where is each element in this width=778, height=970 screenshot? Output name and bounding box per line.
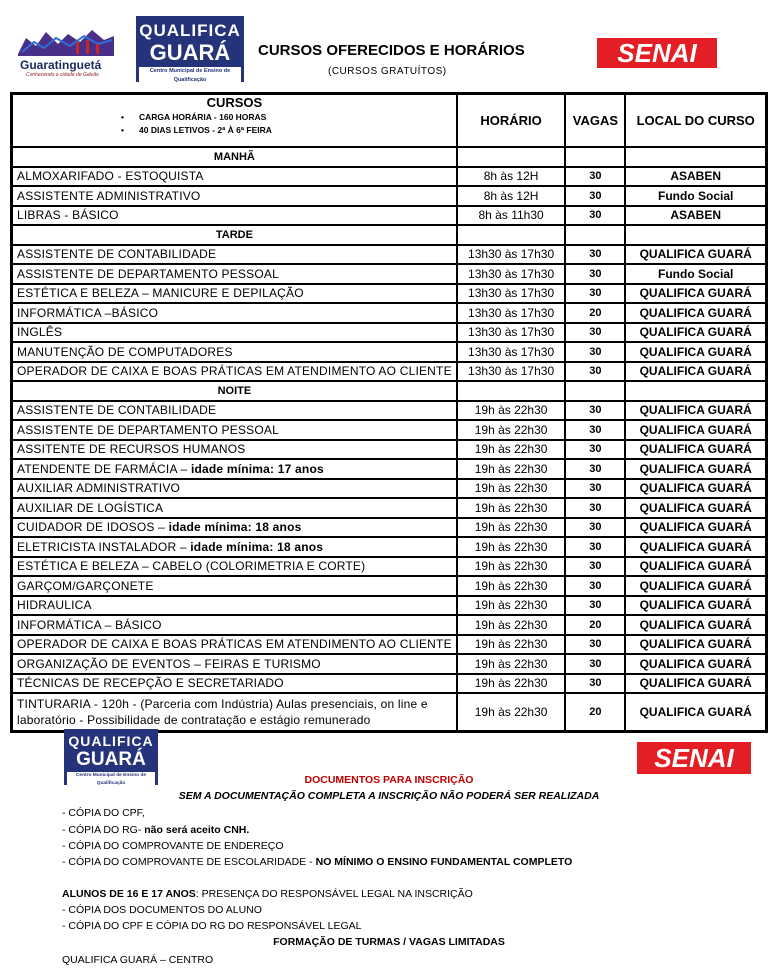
course-vagas: 20 <box>565 303 625 323</box>
section-empty <box>625 225 766 245</box>
table-row <box>12 576 766 596</box>
documents-warning: SEM A DOCUMENTAÇÃO COMPLETA A INSCRIÇÃO NÃO PODERÁ SER REALIZADA <box>178 790 600 802</box>
table-row <box>12 615 766 635</box>
course-name: ASSISTENTE DE CONTABILIDADE <box>12 245 457 265</box>
course-vagas: 30 <box>565 284 625 304</box>
course-local: QUALIFICA GUARÁ <box>625 557 766 577</box>
senai-logo-bottom: SENAI <box>637 742 751 774</box>
section-label-noite: NOITE <box>12 381 457 401</box>
course-local: QUALIFICA GUARÁ <box>625 362 766 382</box>
course-name: INGLÊS <box>12 323 457 343</box>
course-name: HIDRAULICA <box>12 596 457 616</box>
header-horario: HORÁRIO <box>457 94 566 147</box>
section-empty <box>565 147 625 167</box>
course-age-requirement: idade mínima: 18 anos <box>190 539 324 554</box>
course-local: QUALIFICA GUARÁ <box>625 303 766 323</box>
course-horario: 8h às 12H <box>457 186 566 206</box>
page-subtitle: (CURSOS GRATUÍTOS) <box>328 66 447 77</box>
course-horario: 13h30 às 17h30 <box>457 342 566 362</box>
doc-alunos-16-17: ALUNOS DE 16 E 17 ANOS: PRESENÇA DO RESPONSÁVEL LEGAL NA INSCRIÇÃO <box>62 888 473 900</box>
course-name: ELETRICISTA INSTALADOR – idade mínima: 18 anos <box>12 537 457 557</box>
course-horario: 19h às 22h30 <box>457 693 566 731</box>
course-vagas: 30 <box>565 518 625 538</box>
qualifica-bottom-line2: GUARÁ <box>76 749 146 770</box>
course-horario: 19h às 22h30 <box>457 401 566 421</box>
course-local: QUALIFICA GUARÁ <box>625 479 766 499</box>
course-local: QUALIFICA GUARÁ <box>625 245 766 265</box>
section-empty <box>457 381 566 401</box>
course-name: INFORMÁTICA –BÁSICO <box>12 303 457 323</box>
endereco-qualifica: QUALIFICA GUARÁ – CENTRO <box>62 954 214 966</box>
header-vagas: VAGAS <box>565 94 625 147</box>
course-vagas: 20 <box>565 693 625 731</box>
tarde-section-row <box>12 225 766 245</box>
course-vagas: 30 <box>565 186 625 206</box>
course-vagas: 30 <box>565 674 625 694</box>
guaratingueta-tagline: Conhecendo a cidade de Galvão <box>26 72 99 78</box>
section-label-tarde: TARDE <box>12 225 457 245</box>
course-age-requirement: idade mínima: 18 anos <box>168 520 302 535</box>
course-vagas: 30 <box>565 264 625 284</box>
table-row <box>12 635 766 655</box>
course-horario: 19h às 22h30 <box>457 498 566 518</box>
course-horario: 19h às 22h30 <box>457 557 566 577</box>
table-row <box>12 401 766 421</box>
header-cursos-label: CURSOS <box>206 95 263 110</box>
table-row <box>12 167 766 187</box>
course-horario: 8h às 12H <box>457 167 566 187</box>
course-horario: 8h às 11h30 <box>457 206 566 226</box>
course-local: QUALIFICA GUARÁ <box>625 498 766 518</box>
documents-title: DOCUMENTOS PARA INSCRIÇÃO <box>304 774 474 786</box>
formacao-turmas: FORMAÇÃO DE TURMAS / VAGAS LIMITADAS <box>273 936 505 948</box>
table-row <box>12 440 766 460</box>
qualifica-logo-line2: GUARÁ <box>149 40 231 65</box>
course-horario: 19h às 22h30 <box>457 635 566 655</box>
course-vagas: 30 <box>565 596 625 616</box>
course-name: ALMOXARIFADO - ESTOQUISTA <box>12 167 457 187</box>
table-row <box>12 342 766 362</box>
course-name: INFORMÁTICA – BÁSICO <box>12 615 457 635</box>
table-row <box>12 498 766 518</box>
course-local: QUALIFICA GUARÁ <box>625 615 766 635</box>
course-vagas: 30 <box>565 537 625 557</box>
course-vagas: 30 <box>565 401 625 421</box>
course-name: ATENDENTE DE FARMÁCIA – idade mínima: 17 anos <box>12 459 457 479</box>
course-name: ESTÉTICA E BELEZA – MANICURE E DEPILAÇÃO <box>12 284 457 304</box>
doc-item-escolaridade: - CÓPIA DO COMPROVANTE DE ESCOLARIDADE - NO MÍNIMO O ENSINO FUNDAMENTAL COMPLETO <box>62 856 573 868</box>
course-name: MANUTENÇÃO DE COMPUTADORES <box>12 342 457 362</box>
course-local: QUALIFICA GUARÁ <box>625 537 766 557</box>
table-row-tinturaria <box>12 693 766 731</box>
page-title: CURSOS OFERECIDOS E HORÁRIOS <box>258 42 525 59</box>
doc-item-cpf: - CÓPIA DO CPF, <box>62 807 145 819</box>
course-name: OPERADOR DE CAIXA E BOAS PRÁTICAS EM ATENDIMENTO AO CLIENTE <box>12 362 457 382</box>
course-local: QUALIFICA GUARÁ <box>625 342 766 362</box>
course-vagas: 30 <box>565 440 625 460</box>
header-bullet-carga: • CARGA HORÁRIA - 160 HORAS <box>121 112 267 122</box>
table-row <box>12 557 766 577</box>
table-row <box>12 186 766 206</box>
course-local: ASABEN <box>625 167 766 187</box>
course-local: QUALIFICA GUARÁ <box>625 440 766 460</box>
course-vagas: 30 <box>565 459 625 479</box>
doc-item-rg: - CÓPIA DO RG- não será aceito CNH. <box>62 824 250 836</box>
course-horario: 13h30 às 17h30 <box>457 303 566 323</box>
course-local: Fundo Social <box>625 186 766 206</box>
table-row <box>12 518 766 538</box>
course-vagas: 30 <box>565 557 625 577</box>
senai-logo: SENAI <box>597 38 717 68</box>
course-local: QUALIFICA GUARÁ <box>625 284 766 304</box>
course-name: LIBRAS - BÁSICO <box>12 206 457 226</box>
table-row <box>12 362 766 382</box>
course-name: ASSISTENTE ADMINISTRATIVO <box>12 186 457 206</box>
course-name: GARÇOM/GARÇONETE <box>12 576 457 596</box>
guaratingueta-name: Guaratinguetá <box>20 58 102 72</box>
table-row <box>12 264 766 284</box>
noite-section-row <box>12 381 766 401</box>
table-row <box>12 284 766 304</box>
course-vagas: 30 <box>565 420 625 440</box>
course-horario: 13h30 às 17h30 <box>457 323 566 343</box>
courses-table <box>10 92 768 733</box>
qualifica-logo-line1: QUALIFICA <box>139 21 241 40</box>
course-vagas: 30 <box>565 635 625 655</box>
guaratingueta-logo <box>16 24 118 80</box>
course-name: TINTURARIA - 120h - (Parceria com Indústria) Aulas presenciais, on line e laboratório - Possibilidade de contratação e estágio remunerado <box>12 693 457 731</box>
course-name: ASSISTENTE DE CONTABILIDADE <box>12 401 457 421</box>
table-row <box>12 420 766 440</box>
course-horario: 19h às 22h30 <box>457 576 566 596</box>
course-name: AUXILIAR DE LOGÍSTICA <box>12 498 457 518</box>
course-local: QUALIFICA GUARÁ <box>625 518 766 538</box>
qualifica-logo-line3: Centro Municipal de Ensino de Qualificação <box>139 67 241 85</box>
course-vagas: 20 <box>565 615 625 635</box>
course-name: OPERADOR DE CAIXA E BOAS PRÁTICAS EM ATENDIMENTO AO CLIENTE <box>12 635 457 655</box>
header-cursos <box>12 94 457 147</box>
qualifica-guara-logo <box>136 16 244 82</box>
course-name: AUXILIAR ADMINISTRATIVO <box>12 479 457 499</box>
course-local: QUALIFICA GUARÁ <box>625 323 766 343</box>
table-row <box>12 206 766 226</box>
table-row <box>12 674 766 694</box>
qualifica-bottom-line1: QUALIFICA <box>68 733 154 749</box>
manha-section-row <box>12 147 766 167</box>
course-horario: 13h30 às 17h30 <box>457 264 566 284</box>
course-name: ASSISTENTE DE DEPARTAMENTO PESSOAL <box>12 264 457 284</box>
course-vagas: 30 <box>565 498 625 518</box>
course-name: ESTÉTICA E BELEZA – CABELO (COLORIMETRIA E CORTE) <box>12 557 457 577</box>
course-local: QUALIFICA GUARÁ <box>625 674 766 694</box>
doc-item-endereco: - CÓPIA DO COMPROVANTE DE ENDEREÇO <box>62 840 284 852</box>
course-local: ASABEN <box>625 206 766 226</box>
course-horario: 19h às 22h30 <box>457 440 566 460</box>
course-horario: 19h às 22h30 <box>457 459 566 479</box>
course-vagas: 30 <box>565 323 625 343</box>
course-local: QUALIFICA GUARÁ <box>625 596 766 616</box>
section-empty <box>565 225 625 245</box>
course-horario: 13h30 às 17h30 <box>457 245 566 265</box>
course-local: QUALIFICA GUARÁ <box>625 635 766 655</box>
section-empty <box>457 147 566 167</box>
course-vagas: 30 <box>565 245 625 265</box>
course-horario: 19h às 22h30 <box>457 518 566 538</box>
course-vagas: 30 <box>565 167 625 187</box>
section-empty <box>625 381 766 401</box>
doc-item-responsavel: - CÓPIA DO CPF E CÓPIA DO RG DO RESPONSÁVEL LEGAL <box>62 920 362 932</box>
qualifica-bottom-line3: Centro Municipal de Ensino de Qualificação <box>67 772 155 788</box>
city-skyline-icon <box>16 24 116 58</box>
course-name: ORGANIZAÇÃO DE EVENTOS – FEIRAS E TURISMO <box>12 654 457 674</box>
course-horario: 19h às 22h30 <box>457 654 566 674</box>
table-header-row <box>12 94 766 147</box>
section-empty <box>457 225 566 245</box>
course-local: QUALIFICA GUARÁ <box>625 420 766 440</box>
course-horario: 13h30 às 17h30 <box>457 284 566 304</box>
table-row <box>12 479 766 499</box>
course-age-requirement: idade mínima: 17 anos <box>190 461 324 476</box>
table-row <box>12 245 766 265</box>
course-vagas: 30 <box>565 362 625 382</box>
doc-item-aluno: - CÓPIA DOS DOCUMENTOS DO ALUNO <box>62 904 262 916</box>
course-local: QUALIFICA GUARÁ <box>625 401 766 421</box>
course-local: QUALIFICA GUARÁ <box>625 459 766 479</box>
course-vagas: 30 <box>565 206 625 226</box>
header-local: LOCAL DO CURSO <box>625 94 766 147</box>
course-horario: 19h às 22h30 <box>457 615 566 635</box>
table-row <box>12 654 766 674</box>
table-row <box>12 537 766 557</box>
table-row <box>12 303 766 323</box>
table-row <box>12 459 766 479</box>
section-empty <box>625 147 766 167</box>
course-local: QUALIFICA GUARÁ <box>625 576 766 596</box>
course-horario: 19h às 22h30 <box>457 537 566 557</box>
section-empty <box>565 381 625 401</box>
course-name: TÉCNICAS DE RECEPÇÃO E SECRETARIADO <box>12 674 457 694</box>
course-local: Fundo Social <box>625 264 766 284</box>
course-horario: 13h30 às 17h30 <box>457 362 566 382</box>
table-row <box>12 323 766 343</box>
course-horario: 19h às 22h30 <box>457 674 566 694</box>
course-horario: 19h às 22h30 <box>457 596 566 616</box>
course-vagas: 30 <box>565 654 625 674</box>
course-vagas: 30 <box>565 576 625 596</box>
course-horario: 19h às 22h30 <box>457 420 566 440</box>
course-name: ASSISTENTE DE DEPARTAMENTO PESSOAL <box>12 420 457 440</box>
course-horario: 19h às 22h30 <box>457 479 566 499</box>
course-name: ASSITENTE DE RECURSOS HUMANOS <box>12 440 457 460</box>
table-row <box>12 596 766 616</box>
course-name: CUIDADOR DE IDOSOS – idade mínima: 18 anos <box>12 518 457 538</box>
course-vagas: 30 <box>565 342 625 362</box>
course-vagas: 30 <box>565 479 625 499</box>
course-local: QUALIFICA GUARÁ <box>625 693 766 731</box>
section-label-manha: MANHÃ <box>12 147 457 167</box>
course-local: QUALIFICA GUARÁ <box>625 654 766 674</box>
header-bullet-dias: • 40 DIAS LETIVOS - 2ª À 6ª FEIRA <box>121 125 272 135</box>
